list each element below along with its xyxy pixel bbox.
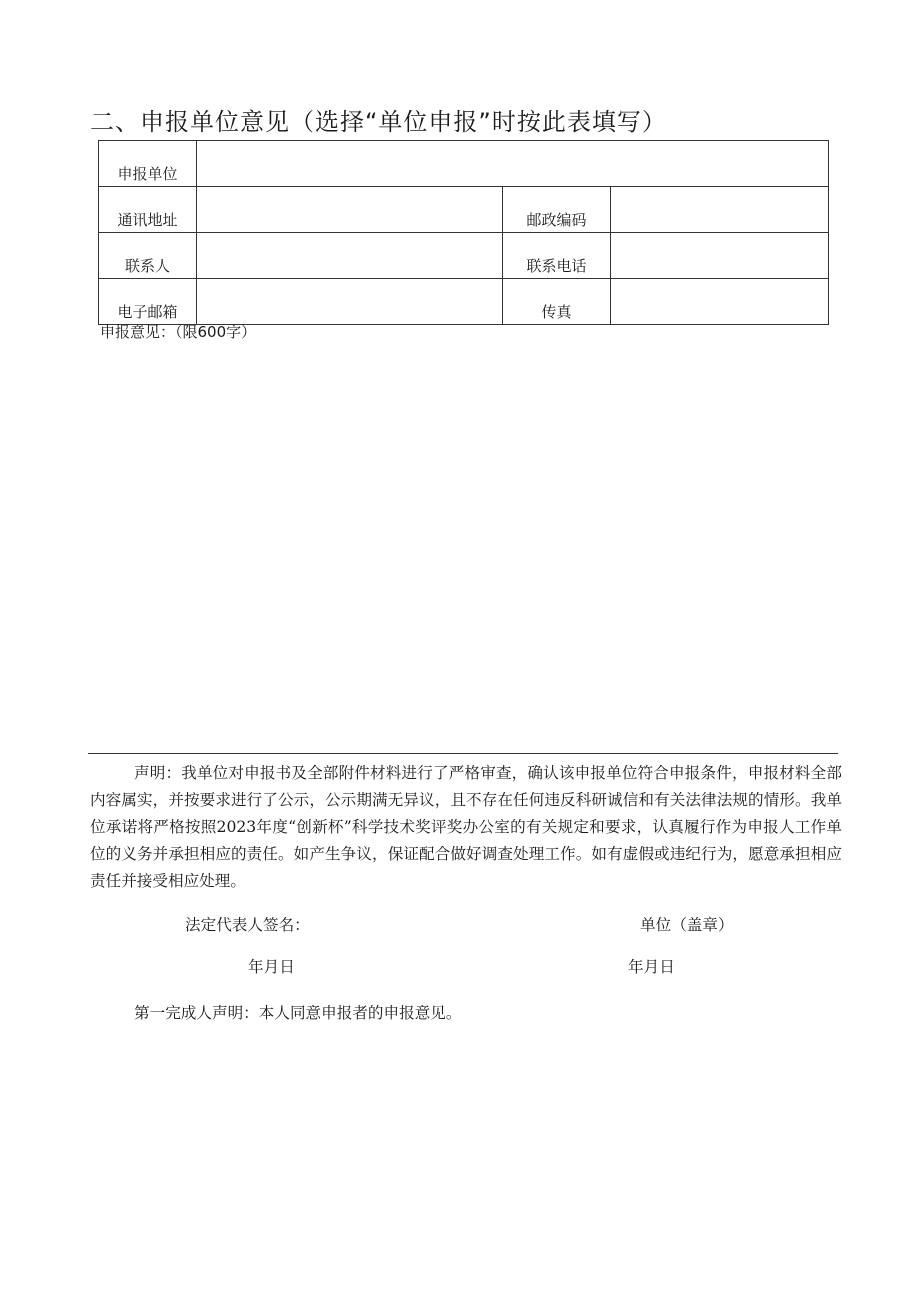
unit-seal-label: 单位（盖章） xyxy=(640,916,734,934)
address-field[interactable] xyxy=(197,187,503,233)
unit-label: 申报单位 xyxy=(99,141,197,187)
email-label: 电子邮箱 xyxy=(99,279,197,325)
fax-label: 传真 xyxy=(503,279,611,325)
table-row xyxy=(99,233,829,279)
phone-field[interactable] xyxy=(611,233,829,279)
legal-rep-date: 年月日 xyxy=(248,958,295,976)
unit-field[interactable] xyxy=(197,141,829,187)
table-row xyxy=(99,187,829,233)
unit-declaration: 声明：我单位对申报书及全部附件材料进行了严格审查，确认该申报单位符合申报条件，申报材料全部内容属实，并按要求进行了公示，公示期满无异议，且不存在任何违反科研诚信和有关法律法规的情形。我单位承诺将严格按照2023年度“创新杯”科学技术奖评奖办公室的有关规定和要求，认真履行作为申报人工作单位的义务并承担相应的责任。如产生争议，保证配合做好调查处理工作。如有虚假或违纪行为，愿意承担相应责任并接受相应处理。 xyxy=(90,764,842,890)
first-completer-declaration: 第一完成人声明：本人同意申报者的申报意见。 xyxy=(134,1004,462,1022)
table-row xyxy=(99,141,829,187)
contact-field[interactable] xyxy=(197,233,503,279)
contact-label: 联系人 xyxy=(99,233,197,279)
applicant-info-table xyxy=(98,140,829,325)
opinion-label: 申报意见：（限600字） xyxy=(100,323,257,341)
fax-field[interactable] xyxy=(611,279,829,325)
table-row xyxy=(99,279,829,325)
phone-label: 联系电话 xyxy=(503,233,611,279)
section-title: 二、申报单位意见（选择“单位申报”时按此表填写） xyxy=(90,108,667,136)
address-label: 通讯地址 xyxy=(99,187,197,233)
legal-rep-signature-label: 法定代表人签名： xyxy=(185,916,310,934)
postcode-label: 邮政编码 xyxy=(503,187,611,233)
postcode-field[interactable] xyxy=(611,187,829,233)
divider xyxy=(88,753,838,754)
email-field[interactable] xyxy=(197,279,503,325)
opinion-field[interactable] xyxy=(98,345,828,745)
unit-seal-date: 年月日 xyxy=(628,958,675,976)
